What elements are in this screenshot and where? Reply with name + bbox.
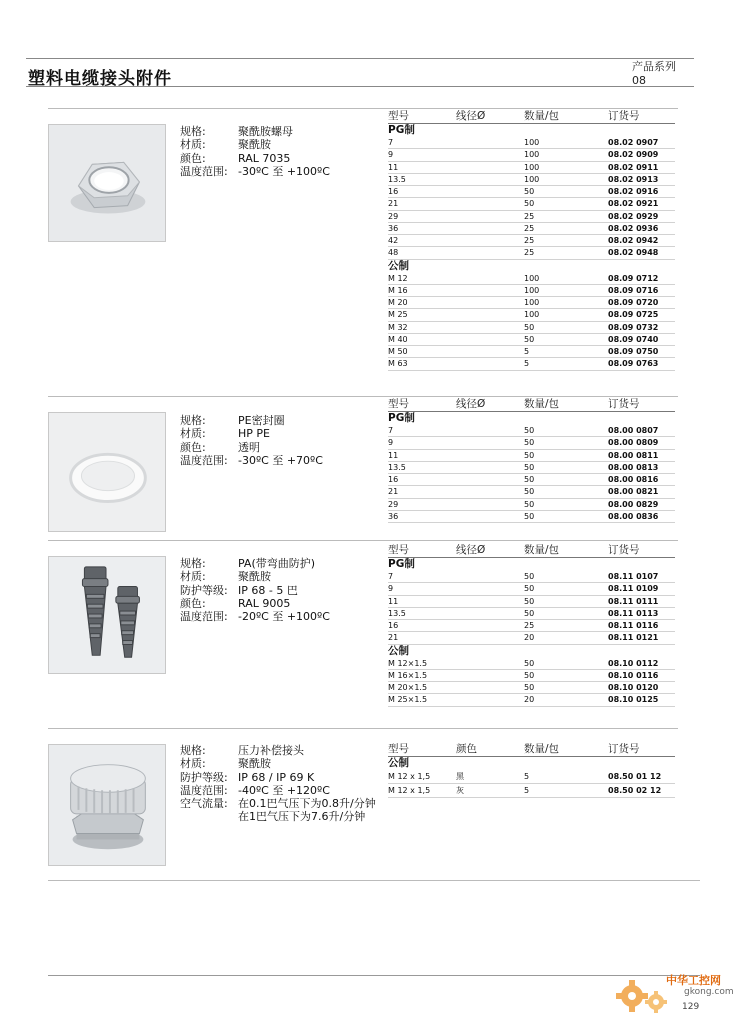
spec-row: 规格: PE密封圈 <box>180 414 285 427</box>
table-cell: 08.10 0125 <box>608 695 659 705</box>
table-cell: 08.02 0909 <box>608 150 659 160</box>
table-cell: M 63 <box>388 359 408 369</box>
table-cell: 25 <box>524 223 535 233</box>
table-cell: 25 <box>524 211 535 221</box>
table-cell: 颜色 <box>456 743 477 755</box>
table-cell: 08.02 0942 <box>608 236 659 246</box>
table-row <box>388 632 675 644</box>
seal-ring-image <box>48 412 166 532</box>
table-cell: 36 <box>388 511 399 521</box>
order-table-hex-nut <box>388 109 675 371</box>
table-cell: 08.11 0113 <box>608 608 659 618</box>
spec-list <box>180 125 330 178</box>
table-cell: 9 <box>388 150 394 160</box>
table-cell: 50 <box>524 487 535 497</box>
spec-list <box>180 744 376 824</box>
table-cell: 08.11 0116 <box>608 621 659 631</box>
table-cell: 08.00 0816 <box>608 475 659 485</box>
table-cell: 08.02 0921 <box>608 199 659 209</box>
spec-row: 温度范围: -30ºC 至 +100ºC <box>180 164 330 178</box>
table-row <box>388 346 675 358</box>
table-cell: 20 <box>524 633 535 643</box>
table-cell: 50 <box>524 658 535 668</box>
table-cell: M 12 x 1,5 <box>388 772 431 781</box>
table-cell: 21 <box>388 199 399 209</box>
table-cell: 08.09 0720 <box>608 298 659 308</box>
spec-row: 颜色: 透明 <box>180 440 260 454</box>
table-row <box>388 309 675 321</box>
spec-list <box>180 414 323 467</box>
table-cell: 50 <box>524 499 535 509</box>
table-row <box>388 462 675 474</box>
table-cell: 08.00 0836 <box>608 511 659 521</box>
table-cell: 线径Ø <box>456 110 486 122</box>
table-cell: 25 <box>524 236 535 246</box>
table-row <box>388 450 675 462</box>
product-series <box>632 60 676 88</box>
pressure-compensation-icon <box>49 745 165 865</box>
spec-row: 防护等级: IP 68 / IP 69 K <box>180 770 315 784</box>
table-cell: 08.09 0763 <box>608 359 659 369</box>
table-cell: 08.50 02 12 <box>608 786 662 795</box>
spec-row: 材质: 聚酰胺 <box>180 570 271 584</box>
table-cell: 42 <box>388 236 399 246</box>
table-cell: 20 <box>524 695 535 705</box>
spec-list <box>180 557 330 623</box>
table-cell: 100 <box>524 162 540 172</box>
table-cell: 50 <box>524 199 535 209</box>
order-table-pressure-element <box>388 742 675 798</box>
table-cell: 08.00 0811 <box>608 450 659 460</box>
bend-protection-image <box>48 556 166 674</box>
table-cell: 5 <box>524 359 530 369</box>
table-row <box>388 425 675 437</box>
table-cell: 9 <box>388 438 394 448</box>
table-row <box>388 486 675 498</box>
table-cell: 08.10 0112 <box>608 658 659 668</box>
table-row <box>388 620 675 632</box>
table-cell: 50 <box>524 584 535 594</box>
table-cell: 08.09 0712 <box>608 273 659 283</box>
table-cell: M 12 x 1,5 <box>388 786 431 795</box>
hex-nut-image <box>48 124 166 242</box>
table-cell: 7 <box>388 138 394 148</box>
table-cell: 08.09 0750 <box>608 347 659 357</box>
footer-line <box>48 975 700 976</box>
table-cell: 08.10 0116 <box>608 670 659 680</box>
table-cell: 50 <box>524 187 535 197</box>
group-heading: PG制 <box>388 124 415 136</box>
table-cell: 13.5 <box>388 174 406 184</box>
spec-row: 材质: 聚酰胺 <box>180 757 271 771</box>
table-cell: 29 <box>388 499 399 509</box>
table-cell: M 25×1.5 <box>388 695 428 705</box>
table-cell: 型号 <box>388 398 409 410</box>
table-row <box>388 682 675 694</box>
order-table-seal-ring <box>388 397 675 523</box>
table-cell: 08.11 0109 <box>608 584 659 594</box>
table-header <box>388 543 675 558</box>
table-cell: 08.00 0807 <box>608 426 659 436</box>
table-cell: 订货号 <box>608 544 640 556</box>
table-cell: 25 <box>524 248 535 258</box>
table-cell: 50 <box>524 438 535 448</box>
header-bottom-line <box>26 86 694 87</box>
table-cell: 订货号 <box>608 110 640 122</box>
group-heading: 公制 <box>388 644 409 657</box>
table-cell: M 12×1.5 <box>388 658 428 668</box>
table-row <box>388 571 675 583</box>
table-row <box>388 670 675 682</box>
table-cell: 08.02 0907 <box>608 138 659 148</box>
table-row <box>388 198 675 210</box>
table-header <box>388 742 675 757</box>
spec-row: 规格: PA(带弯曲防护) <box>180 557 316 570</box>
table-cell: 08.00 0821 <box>608 487 659 497</box>
table-cell: 5 <box>524 772 530 781</box>
table-cell: 50 <box>524 462 535 472</box>
table-cell: 型号 <box>388 544 409 556</box>
table-cell: 08.00 0813 <box>608 462 659 472</box>
table-row <box>388 437 675 449</box>
table-cell: 16 <box>388 187 399 197</box>
table-cell: 50 <box>524 450 535 460</box>
table-row <box>388 247 675 259</box>
section-divider <box>48 728 678 729</box>
spec-row: 规格: 压力补偿接头 <box>180 744 304 757</box>
spec-row: 规格: 聚酰胺螺母 <box>180 125 293 138</box>
pressure-element-image <box>48 744 166 866</box>
table-row <box>388 137 675 149</box>
table-cell: 29 <box>388 211 399 221</box>
group-heading: 公制 <box>388 757 409 769</box>
table-cell: 数量/包 <box>524 743 560 755</box>
table-row <box>388 162 675 174</box>
table-cell: 13.5 <box>388 462 406 472</box>
table-row <box>388 499 675 511</box>
watermark-text: 中华工控网 <box>666 974 721 987</box>
table-cell: 50 <box>524 572 535 582</box>
table-row <box>388 211 675 223</box>
table-cell: 08.09 0732 <box>608 322 659 332</box>
group-heading: 公制 <box>388 259 409 272</box>
spec-row: 温度范围: -30ºC 至 +70ºC <box>180 453 323 467</box>
table-cell: M 12 <box>388 273 408 283</box>
table-cell: 13.5 <box>388 608 406 618</box>
table-cell: 11 <box>388 596 399 606</box>
spec-row: 材质: HP PE <box>180 427 270 441</box>
table-cell: 灰 <box>456 786 464 795</box>
table-cell: 48 <box>388 248 399 258</box>
table-cell: 08.50 01 12 <box>608 772 662 781</box>
table-cell: 08.02 0913 <box>608 174 659 184</box>
table-cell: 08.09 0740 <box>608 334 659 344</box>
table-cell: 7 <box>388 572 394 582</box>
table-cell: 数量/包 <box>524 544 560 556</box>
spec-row: 材质: 聚酰胺 <box>180 138 271 152</box>
watermark-url: gkong.com <box>684 987 734 997</box>
table-row <box>388 235 675 247</box>
table-cell: 数量/包 <box>524 110 560 122</box>
table-cell: 16 <box>388 475 399 485</box>
table-cell: 100 <box>524 310 540 320</box>
header-top-line <box>26 58 694 59</box>
table-row <box>388 784 675 798</box>
table-cell: 08.11 0107 <box>608 572 659 582</box>
table-row <box>388 596 675 608</box>
table-cell: 5 <box>524 347 530 357</box>
table-cell: M 16×1.5 <box>388 670 428 680</box>
table-cell: 黑 <box>456 772 464 781</box>
table-cell: 100 <box>524 285 540 295</box>
spec-row: 颜色: RAL 9005 <box>180 596 291 610</box>
seal-ring-icon <box>49 413 165 531</box>
table-row <box>388 694 675 706</box>
table-cell: 08.09 0725 <box>608 310 659 320</box>
cable-gland-icon <box>49 557 165 673</box>
group-heading: PG制 <box>388 412 415 424</box>
table-header <box>388 109 675 124</box>
table-row <box>388 658 675 670</box>
table-cell: M 16 <box>388 285 408 295</box>
order-table-bend-protection <box>388 543 675 707</box>
table-cell: 50 <box>524 322 535 332</box>
table-cell: 08.02 0948 <box>608 248 659 258</box>
table-row <box>388 608 675 620</box>
table-cell: 25 <box>524 621 535 631</box>
table-cell: 订货号 <box>608 743 640 755</box>
table-cell: 型号 <box>388 110 409 122</box>
table-cell: 数量/包 <box>524 398 560 410</box>
hex-nut-icon <box>49 125 165 241</box>
table-row <box>388 174 675 186</box>
table-cell: 08.02 0929 <box>608 211 659 221</box>
table-row <box>388 322 675 334</box>
table-cell: 36 <box>388 223 399 233</box>
table-cell: M 50 <box>388 347 408 357</box>
table-row <box>388 358 675 370</box>
spec-row: 在1巴气压下为7.6升/分钟 <box>238 810 366 824</box>
table-cell: 08.10 0120 <box>608 683 659 693</box>
spec-row: 颜色: RAL 7035 <box>180 151 291 165</box>
table-cell: 50 <box>524 683 535 693</box>
table-cell: 100 <box>524 273 540 283</box>
table-cell: 08.00 0809 <box>608 438 659 448</box>
table-cell: 08.00 0829 <box>608 499 659 509</box>
table-row <box>388 511 675 523</box>
table-row <box>388 334 675 346</box>
table-cell: 线径Ø <box>456 398 486 410</box>
table-cell: 11 <box>388 162 399 172</box>
table-row <box>388 285 675 297</box>
table-cell: 100 <box>524 150 540 160</box>
table-cell: 型号 <box>388 743 409 755</box>
table-cell: M 20×1.5 <box>388 683 428 693</box>
table-cell: 21 <box>388 487 399 497</box>
table-header <box>388 397 675 412</box>
table-row <box>388 770 675 784</box>
spec-row: 温度范围: -40ºC 至 +120ºC <box>180 783 330 797</box>
table-cell: 50 <box>524 426 535 436</box>
table-cell: M 25 <box>388 310 408 320</box>
table-row <box>388 583 675 595</box>
table-cell: 50 <box>524 511 535 521</box>
table-row <box>388 297 675 309</box>
table-cell: 50 <box>524 608 535 618</box>
table-cell: 08.02 0916 <box>608 187 659 197</box>
table-row <box>388 186 675 198</box>
table-cell: 100 <box>524 298 540 308</box>
table-cell: 08.02 0936 <box>608 223 659 233</box>
table-cell: 21 <box>388 633 399 643</box>
table-cell: 08.11 0111 <box>608 596 659 606</box>
table-cell: M 20 <box>388 298 408 308</box>
page-title: 塑料电缆接头附件 <box>28 69 172 89</box>
table-cell: 5 <box>524 786 530 795</box>
series-label: 产品系列 <box>632 60 676 73</box>
table-cell: 9 <box>388 584 394 594</box>
spec-row: 温度范围: -20ºC 至 +100ºC <box>180 610 330 624</box>
table-cell: 50 <box>524 334 535 344</box>
table-cell: M 40 <box>388 334 408 344</box>
table-row <box>388 474 675 486</box>
section-divider <box>48 880 700 881</box>
table-cell: 08.09 0716 <box>608 285 659 295</box>
page-number: 129 <box>682 1002 700 1012</box>
table-row <box>388 223 675 235</box>
table-cell: 16 <box>388 621 399 631</box>
table-row <box>388 149 675 161</box>
table-cell: 7 <box>388 426 394 436</box>
table-cell: 08.11 0121 <box>608 633 659 643</box>
section-divider <box>48 540 678 541</box>
table-cell: 50 <box>524 670 535 680</box>
group-heading: PG制 <box>388 558 415 570</box>
table-cell: 50 <box>524 475 535 485</box>
table-cell: 08.02 0911 <box>608 162 659 172</box>
table-cell: 50 <box>524 596 535 606</box>
spec-row: 防护等级: IP 68 - 5 巴 <box>180 583 298 597</box>
series-number: 08 <box>632 74 646 87</box>
spec-row: 空气流量: 在0.1巴气压下为0.8升/分钟 <box>180 797 376 811</box>
table-cell: M 32 <box>388 322 408 332</box>
table-row <box>388 273 675 285</box>
table-cell: 11 <box>388 450 399 460</box>
table-cell: 订货号 <box>608 398 640 410</box>
table-cell: 线径Ø <box>456 544 486 556</box>
table-cell: 100 <box>524 174 540 184</box>
table-cell: 100 <box>524 138 540 148</box>
